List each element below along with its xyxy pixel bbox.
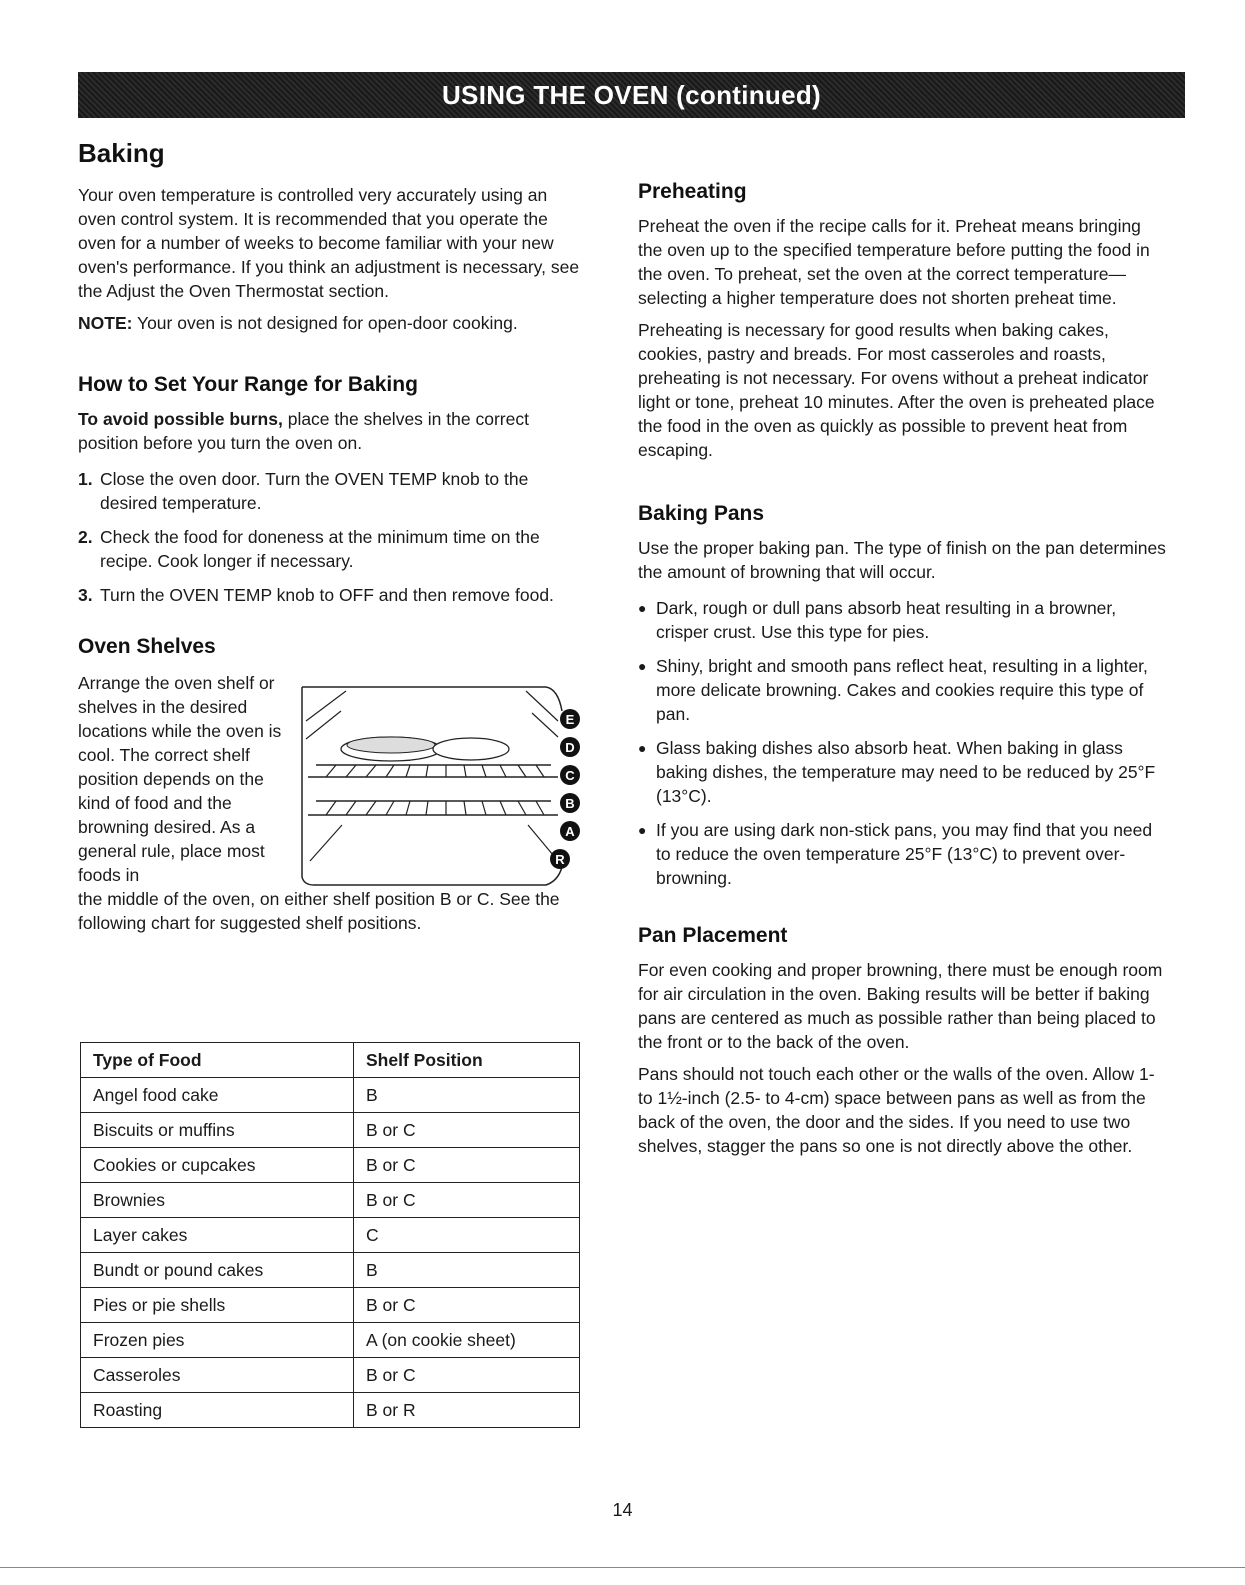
baking-heading: Baking — [78, 138, 165, 168]
position-cell: B or C — [354, 1288, 580, 1323]
pan-placement-p2: Pans should not touch each other or the walls of the oven. Allow 1- to 1½-inch (2.5- to 4-cm) space between pans as well as from the back of the oven, the door and the sides. If you need to use two shelves, stagger the pans so one is not directly above the other. — [638, 1064, 1155, 1156]
bullet-icon: ● — [638, 822, 647, 838]
baking-pans-intro: Use the proper baking pan. The type of finish on the pan determines the amount of browning that will occur. — [638, 538, 1166, 582]
food-cell: Brownies — [81, 1183, 354, 1218]
step-number: 1. — [78, 469, 93, 489]
list-item — [638, 818, 1168, 890]
list-item — [638, 596, 1168, 644]
oven-shelf-diagram — [296, 681, 588, 891]
table-row — [81, 1288, 580, 1323]
step-text: Turn the OVEN TEMP knob to OFF and then remove food. — [100, 585, 554, 605]
step-number: 3. — [78, 585, 93, 605]
note-text: Your oven is not designed for open-door cooking. — [132, 313, 518, 333]
position-cell: B or R — [354, 1393, 580, 1428]
bullet-icon: ● — [638, 600, 647, 616]
step-item — [78, 583, 588, 607]
baking-pans-list — [638, 596, 1168, 890]
bullet-icon: ● — [638, 740, 647, 756]
food-cell: Angel food cake — [81, 1078, 354, 1113]
oven-shelves-heading: Oven Shelves — [78, 635, 216, 658]
preheating-p1: Preheat the oven if the recipe calls for it. Preheat means bringing the oven up to the specified temperature before putting the food in the oven. To preheat, set the oven at the correct temperature—selecting a higher temperature does not shorten preheat time. — [638, 216, 1150, 308]
food-cell: Bundt or pound cakes — [81, 1253, 354, 1288]
shelf-label-a: A — [565, 824, 575, 839]
shelf-position-table — [80, 1042, 580, 1428]
table-row — [81, 1183, 580, 1218]
table-row — [81, 1323, 580, 1358]
bullet-text: Dark, rough or dull pans absorb heat resulting in a browner, crisper crust. Use this type for pies. — [656, 598, 1117, 642]
table-header-row — [81, 1043, 580, 1078]
baking-intro: Your oven temperature is controlled very accurately using an oven control system. It is recommended that you operate the oven for a number of weeks to become familiar with your new oven's performance. If you think an adjustment is necessary, see the Adjust the Oven Thermostat section. — [78, 185, 580, 301]
bullet-text: Glass baking dishes also absorb heat. When baking in glass baking dishes, the temperature may need to be reduced by 25°F (13°C). — [656, 738, 1156, 806]
bullet-icon: ● — [638, 658, 647, 674]
position-cell: C — [354, 1218, 580, 1253]
step-number: 2. — [78, 527, 93, 547]
table-row — [81, 1113, 580, 1148]
food-cell: Casseroles — [81, 1358, 354, 1393]
burn-warning — [78, 407, 588, 455]
oven-shelves-text-b: the middle of the oven, on either shelf position B or C. See the following chart for suggested shelf positions. — [78, 889, 560, 933]
shelf-label-c: C — [565, 768, 575, 783]
food-cell: Roasting — [81, 1393, 354, 1428]
table-row — [81, 1148, 580, 1183]
food-cell: Frozen pies — [81, 1323, 354, 1358]
step-text: Close the oven door. Turn the OVEN TEMP knob to the desired temperature. — [100, 469, 529, 513]
oven-shelves-text-a: Arrange the oven shelf or shelves in the desired locations while the oven is cool. The correct shelf position depends on the kind of food and the browning desired. As a general rule, place most foods in — [78, 673, 282, 885]
position-cell: B — [354, 1078, 580, 1113]
shelf-label-b: B — [565, 796, 575, 811]
table-row — [81, 1393, 580, 1428]
bottom-divider — [0, 1567, 1245, 1568]
column-header: Type of Food — [81, 1043, 354, 1078]
food-cell: Layer cakes — [81, 1218, 354, 1253]
step-text: Check the food for doneness at the minimum time on the recipe. Cook longer if necessary. — [100, 527, 540, 571]
list-item — [638, 736, 1168, 808]
warning-text: place the shelves in the correct position before you turn the oven on. — [78, 409, 529, 453]
left-column — [78, 138, 588, 943]
food-cell: Biscuits or muffins — [81, 1113, 354, 1148]
list-item — [638, 654, 1168, 726]
step-item — [78, 467, 588, 515]
table-row — [81, 1253, 580, 1288]
page-number: 14 — [612, 1500, 633, 1520]
column-header: Shelf Position — [354, 1043, 580, 1078]
position-cell: B or C — [354, 1148, 580, 1183]
table-row — [81, 1078, 580, 1113]
food-cell: Cookies or cupcakes — [81, 1148, 354, 1183]
preheating-heading: Preheating — [638, 180, 747, 203]
banner-title: USING THE OVEN (continued) — [441, 79, 822, 110]
warning-label: To avoid possible burns, — [78, 409, 283, 429]
shelf-label-r: R — [555, 852, 565, 867]
right-column — [638, 180, 1168, 1166]
baking-pans-heading: Baking Pans — [638, 502, 765, 525]
shelf-label-e: E — [565, 712, 575, 727]
table-row — [81, 1358, 580, 1393]
how-to-heading: How to Set Your Range for Baking — [78, 373, 418, 396]
position-cell: B — [354, 1253, 580, 1288]
position-cell: B or C — [354, 1183, 580, 1218]
oven-shelves-section — [78, 671, 588, 887]
position-cell: B or C — [354, 1113, 580, 1148]
shelf-label-d: D — [565, 740, 575, 755]
baking-steps — [78, 467, 588, 607]
baking-note — [78, 311, 588, 335]
position-cell: B or C — [354, 1358, 580, 1393]
position-cell: A (on cookie sheet) — [354, 1323, 580, 1358]
pan-placement-p1: For even cooking and proper browning, there must be enough room for air circulation in the oven. Baking results will be better if baking pans are centered as much as possible rather than being placed to the front or to the back of the oven. — [638, 960, 1163, 1052]
step-item — [78, 525, 588, 573]
table-row — [81, 1218, 580, 1253]
food-cell: Pies or pie shells — [81, 1288, 354, 1323]
preheating-p2: Preheating is necessary for good results when baking cakes, cookies, pastry and breads. For most casseroles and roasts, preheating is not necessary. For ovens without a preheat indicator light or tone, preheat 10 minutes. After the oven is preheated place the food in the oven as quickly as possible to prevent heat from escaping. — [638, 320, 1155, 460]
note-label: NOTE: — [78, 313, 133, 333]
bullet-text: If you are using dark non-stick pans, you may find that you need to reduce the oven temperature 25°F (13°C) to prevent over-browning. — [656, 820, 1153, 888]
pan-placement-heading: Pan Placement — [638, 924, 788, 947]
bullet-text: Shiny, bright and smooth pans reflect heat, resulting in a lighter, more delicate browning. Cakes and cookies require this type of pan. — [656, 656, 1148, 724]
section-banner — [78, 72, 1185, 118]
